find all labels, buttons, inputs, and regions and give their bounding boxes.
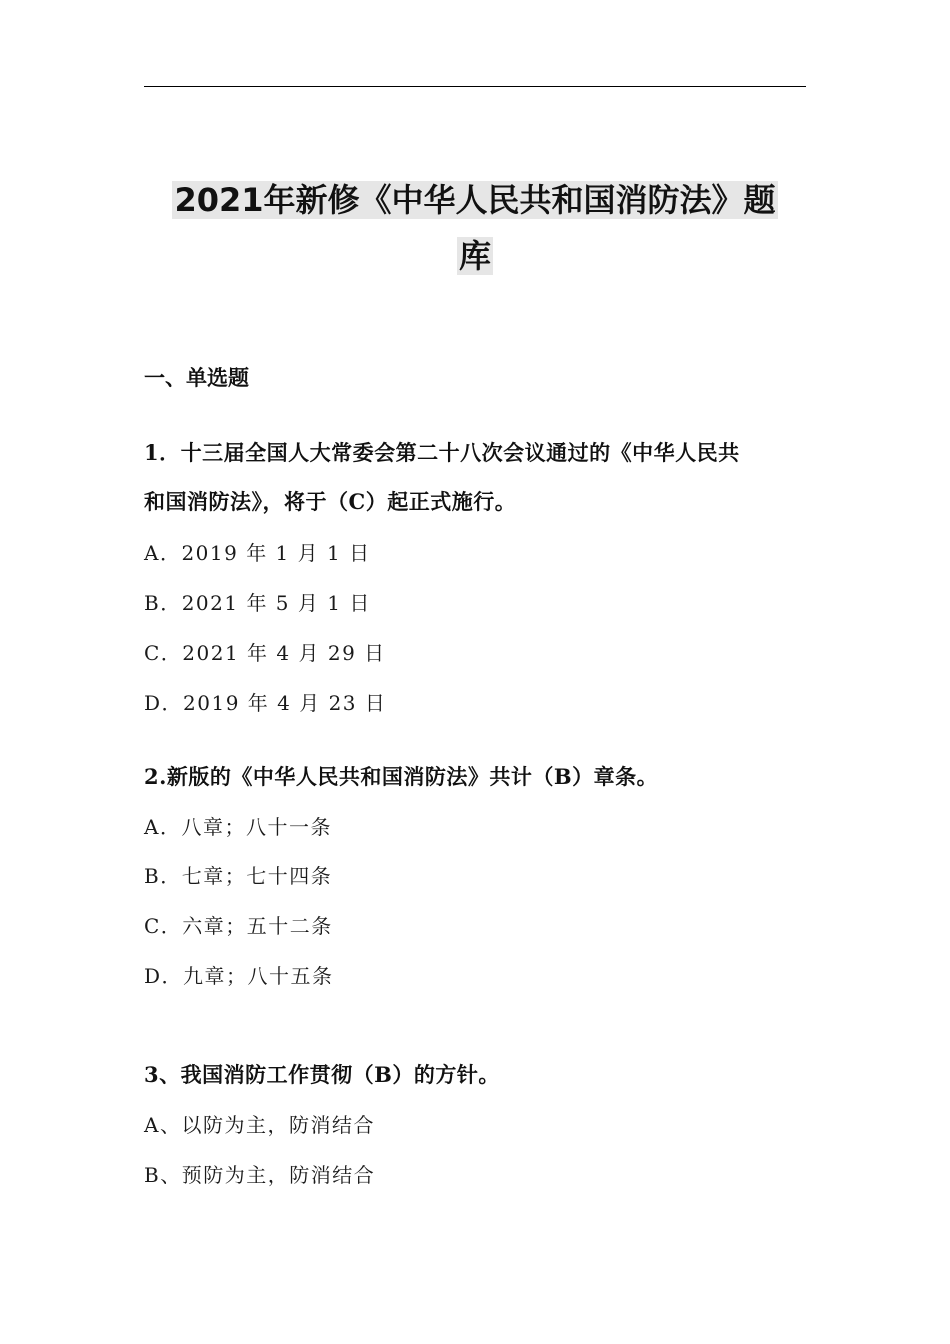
document-title <box>144 172 806 284</box>
question-1-option-c: C．2021 年 4 月 29 日 <box>144 641 386 665</box>
title-year: 2021 <box>174 181 264 219</box>
question-2-option-c: C．六章；五十二条 <box>144 914 333 938</box>
question-2-stem: 2.新版的《中华人民共和国消防法》共计（B）章条。 <box>144 764 659 789</box>
title-text-line2: 库 <box>458 237 491 275</box>
section-heading: 一、单选题 <box>144 365 249 390</box>
question-1-stem-line1: 1．十三届全国人大常委会第二十八次会议通过的《中华人民共 <box>144 440 740 465</box>
header-rule <box>144 86 806 87</box>
question-2-option-d: D．九章；八十五条 <box>144 964 334 988</box>
question-1-option-a: A．2019 年 1 月 1 日 <box>144 541 371 565</box>
question-3-stem: 3、我国消防工作贯彻（B）的方针。 <box>144 1062 500 1087</box>
title-highlight-line1 <box>172 181 777 219</box>
question-1-option-b: B．2021 年 5 月 1 日 <box>144 591 371 615</box>
question-3-option-a: A、以防为主，防消结合 <box>144 1113 375 1137</box>
question-3-option-b: B、预防为主，防消结合 <box>144 1163 376 1187</box>
question-1-stem-line2: 和国消防法》，将于（C）起正式施行。 <box>144 489 517 514</box>
title-text-line1: 年新修《中华人民共和国消防法》题 <box>263 181 776 219</box>
question-2-option-b: B．七章；七十四条 <box>144 864 333 888</box>
question-2-option-a: A．八章；八十一条 <box>144 815 332 839</box>
question-1-option-d: D．2019 年 4 月 23 日 <box>144 691 387 715</box>
